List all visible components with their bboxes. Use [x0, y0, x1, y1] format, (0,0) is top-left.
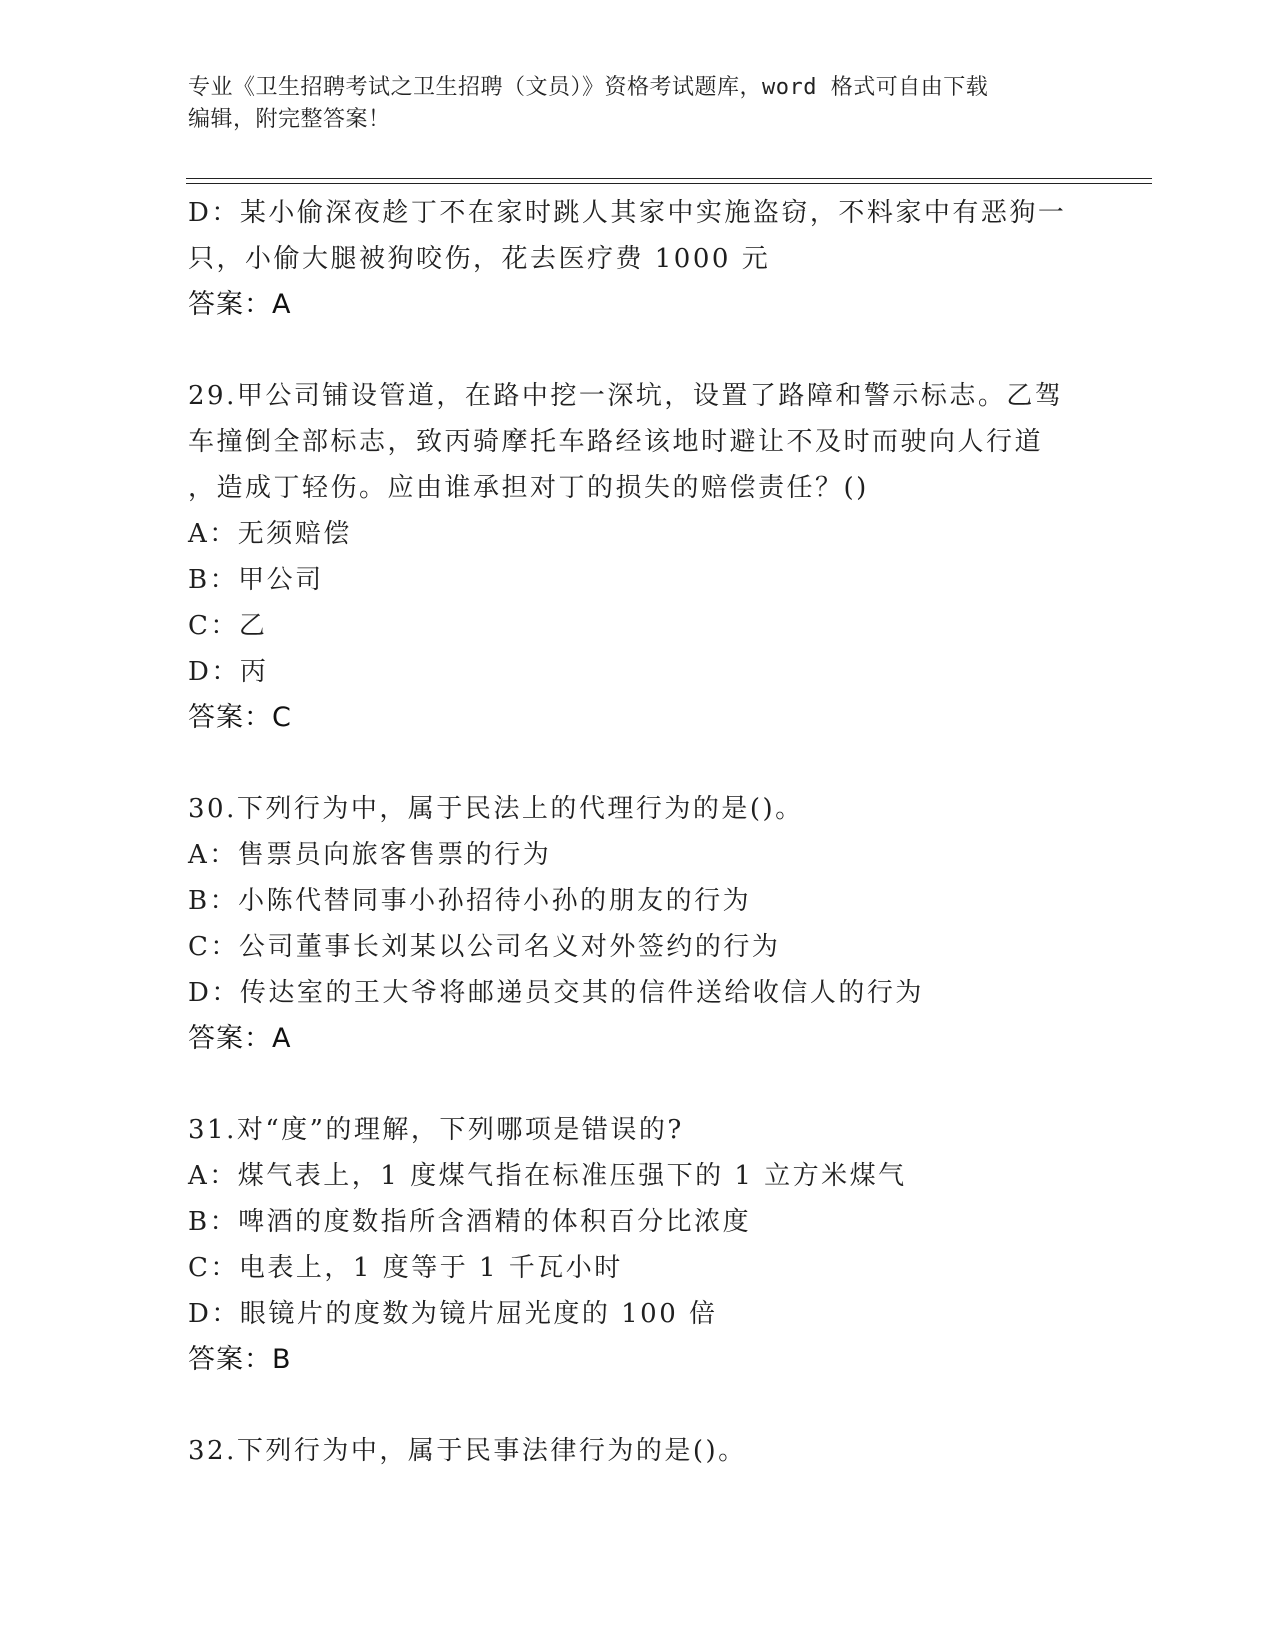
- question-31-answer: 答案：B: [188, 1344, 292, 1375]
- header-divider-top: [186, 178, 1152, 179]
- prev-question-block: [188, 190, 1148, 328]
- answer-line: 答案：A: [188, 289, 292, 320]
- question-30-option-d: D：传达室的王大爷将邮递员交其的信件送给收信人的行为: [188, 978, 924, 1008]
- question-29-option-a: A：无须赔偿: [188, 519, 352, 549]
- question-30-option-a: A：售票员向旅客售票的行为: [188, 840, 552, 870]
- option-d-line-1: D：某小偷深夜趁丁不在家时跳人其家中实施盗窃，不料家中有恶狗一: [188, 198, 1067, 228]
- question-29-stem-line-3: ，造成丁轻伤。应由谁承担对丁的损失的赔偿责任？(): [188, 473, 869, 503]
- spacer: [188, 1062, 1148, 1107]
- option-d-line-2: 只，小偷大腿被狗咬伤，花去医疗费 1000 元: [188, 244, 771, 274]
- question-29-option-d: D：丙: [188, 657, 269, 687]
- question-29-stem-line-1: 29.甲公司铺设管道，在路中挖一深坑，设置了路障和警示标志。乙驾: [188, 381, 1064, 411]
- document-header: [188, 72, 1088, 136]
- question-content: [188, 190, 1148, 1474]
- header-line-1: 专业《卫生招聘考试之卫生招聘（文员）》资格考试题库，word 格式可自由下载: [188, 75, 989, 100]
- spacer: [188, 741, 1148, 786]
- question-32-stem: 32.下列行为中，属于民事法律行为的是()。: [188, 1436, 747, 1466]
- question-30-answer: 答案：A: [188, 1023, 292, 1054]
- question-29-option-b: B：甲公司: [188, 565, 324, 595]
- question-30-option-c: C：公司董事长刘某以公司名义对外签约的行为: [188, 932, 781, 962]
- question-31-block: [188, 1107, 1148, 1383]
- question-31-option-a: A：煤气表上，1 度煤气指在标准压强下的 1 立方米煤气: [188, 1161, 907, 1191]
- question-31-stem: 31.对“度”的理解，下列哪项是错误的?: [188, 1115, 684, 1145]
- header-divider-bottom: [186, 183, 1152, 184]
- question-30-block: [188, 786, 1148, 1062]
- spacer: [188, 1383, 1148, 1428]
- question-29-block: [188, 373, 1148, 741]
- question-31-option-c: C：电表上，1 度等于 1 千瓦小时: [188, 1253, 623, 1283]
- question-29-stem-line-2: 车撞倒全部标志，致丙骑摩托车路经该地时避让不及时而驶向人行道: [188, 427, 1044, 457]
- question-30-option-b: B：小陈代替同事小孙招待小孙的朋友的行为: [188, 886, 752, 916]
- question-32-block: [188, 1428, 1148, 1474]
- question-31-option-d: D：眼镜片的度数为镜片屈光度的 100 倍: [188, 1299, 718, 1329]
- question-29-option-c: C：乙: [188, 611, 268, 641]
- question-30-stem: 30.下列行为中，属于民法上的代理行为的是()。: [188, 794, 804, 824]
- header-line-2: 编辑，附完整答案！: [188, 107, 391, 132]
- question-29-answer: 答案：C: [188, 702, 292, 733]
- question-31-option-b: B：啤酒的度数指所含酒精的体积百分比浓度: [188, 1207, 752, 1237]
- spacer: [188, 328, 1148, 373]
